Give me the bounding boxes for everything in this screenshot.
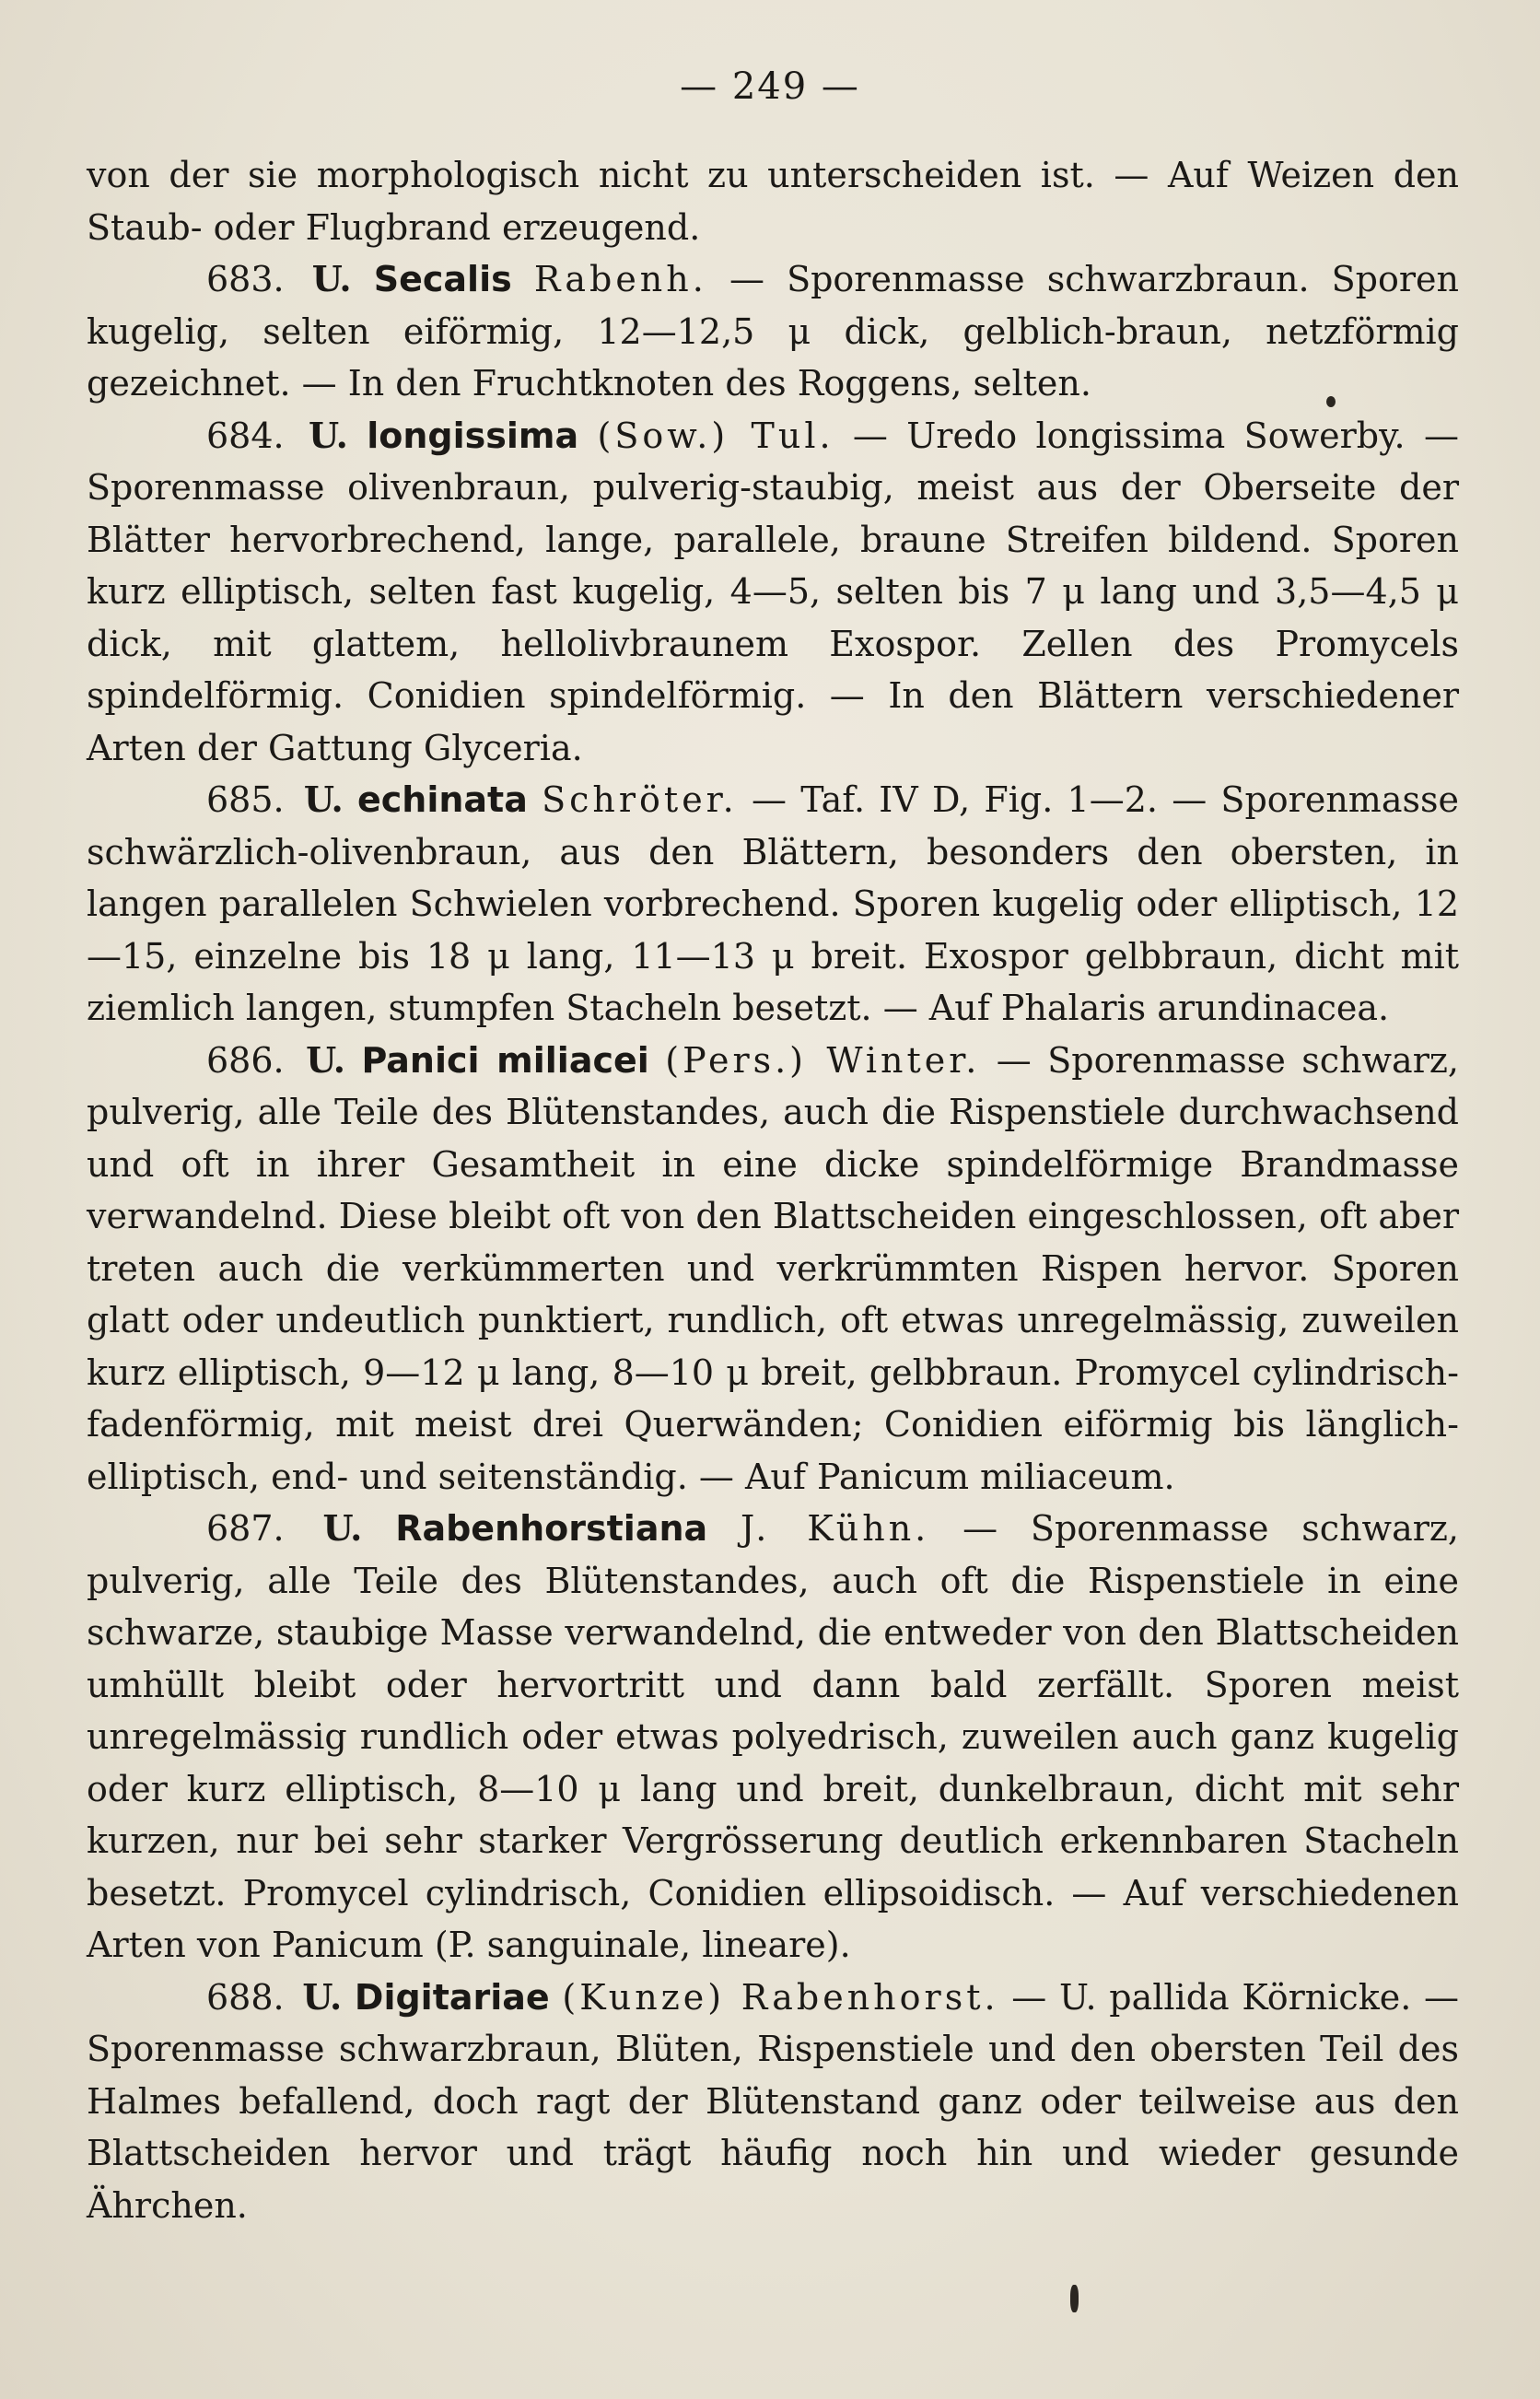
entry-number: 686.	[206, 1039, 285, 1081]
entry-species: Digitariae	[354, 1976, 550, 2018]
species-entry-685	[87, 774, 1459, 1035]
species-entry-684	[87, 410, 1459, 775]
entry-text: — Sporenmasse schwarzbraun. Sporen kugelig, selten eiförmig, 12—12,5 μ dick, gelblich-braun, netzförmig gezeichnet. — In den Fruchtknoten des Roggens, selten.	[87, 259, 1459, 404]
entry-text: — Uredo longissima Sowerby. — Sporenmasse olivenbraun, pulverig-staubig, meist aus der Oberseite der Blätter hervorbrechend, lange, parallele, braune Streifen bildend. Sporen kurz elliptisch, selten fast kugelig, 4—5, selten bis 7 μ lang und 3,5—4,5 μ dick, mit glattem, hellolivbraunem Exospor. Zellen des Promycels spindelförmig. Conidien spindelförmig. — In den Blättern verschiedener Arten der Gattung Glyceria.	[87, 415, 1459, 768]
entry-author: Schröter.	[542, 779, 738, 820]
entry-number: 685.	[206, 779, 285, 820]
entry-author: J. Kühn.	[741, 1508, 930, 1549]
entry-author: (Kunze) Rabenhorst.	[562, 1976, 999, 2018]
entry-species: Panici miliacei	[361, 1039, 649, 1081]
entry-author: (Sow.) Tul.	[597, 415, 834, 456]
entry-species: Secalis	[373, 259, 512, 299]
entry-genus: U.	[308, 414, 348, 456]
entry-genus: U.	[322, 1507, 363, 1549]
entry-text: — Sporenmasse schwarz, pulverig, alle Teile des Blütenstandes, auch die Rispenstiele durchwachsend und oft in ihrer Gesamtheit in eine dicke spindelförmige Brandmasse verwandelnd. Diese bleibt oft von den Blattscheiden eingeschlossen, oft aber treten auch die verkümmerten und verkrümmten Rispen hervor. Sporen glatt oder undeutlich punktiert, rundlich, oft etwas unregelmässig, zuweilen kurz elliptisch, 9—12 μ lang, 8—10 μ breit, gelbbraun. Promycel cylindrisch-fadenförmig, mit meist drei Querwänden; Conidien eiförmig bis länglich-elliptisch, end- und seitenständig. — Auf Panicum miliaceum.	[87, 1039, 1459, 1497]
entry-species: echinata	[356, 779, 528, 820]
entry-text: — U. pallida Körnicke. — Sporenmasse schwarzbraun, Blüten, Rispenstiele und den obersten Teil des Halmes befallend, doch ragt der Blütenstand ganz oder teilweise aus den Blattscheiden hervor und trägt häufig noch hin und wieder gesunde Ährchen.	[87, 1976, 1459, 2226]
entry-number: 683.	[206, 259, 285, 299]
intro-paragraph: von der sie morphologisch nicht zu unterscheiden ist. — Auf Weizen den Staub- oder Flugbrand erzeugend.	[87, 155, 1459, 248]
entry-genus: U.	[311, 258, 352, 299]
entry-author: (Pers.) Winter.	[665, 1039, 981, 1081]
species-entry-687	[87, 1503, 1459, 1972]
species-entry-686	[87, 1035, 1459, 1504]
ink-speck	[1326, 396, 1336, 407]
entry-number: 687.	[206, 1508, 285, 1549]
page-number: — 249 —	[680, 65, 860, 108]
entry-species: Rabenhorstiana	[395, 1508, 708, 1549]
species-entry-688	[87, 1972, 1459, 2232]
entry-text: — Sporenmasse schwarz, pulverig, alle Teile des Blütenstandes, auch oft die Rispenstiele in eine schwarze, staubige Masse verwandelnd, die entweder von den Blattscheiden umhüllt bleibt oder hervortritt und dann bald zerfällt. Sporen meist unregelmässig rundlich oder etwas polyedrisch, zuweilen auch ganz kugelig oder kurz elliptisch, 8—10 μ lang und breit, dunkelbraun, dicht mit sehr kurzen, nur bei sehr starker Vergrösserung deutlich erkennbaren Stacheln besetzt. Promycel cylindrisch, Conidien ellipsoidisch. — Auf verschiedenen Arten von Panicum (P. sanguinale, lineare).	[87, 1508, 1459, 1965]
entry-genus: U.	[303, 778, 344, 820]
entry-number: 684.	[206, 415, 285, 456]
entry-species: longissima	[367, 415, 579, 456]
page-body	[87, 149, 1459, 2231]
ink-speck	[1070, 2285, 1079, 2312]
species-entry-683	[87, 253, 1459, 410]
entry-author: Rabenh.	[533, 259, 707, 299]
entry-text: — Taf. IV D, Fig. 1—2. — Sporenmasse schwärzlich-olivenbraun, aus den Blättern, besonders den obersten, in langen parallelen Schwielen vorbrechend. Sporen kugelig oder elliptisch, 12—15, einzelne bis 18 μ lang, 11—13 μ breit. Exospor gelbbraun, dicht mit ziemlich langen, stumpfen Stacheln besetzt. — Auf Phalaris arundinacea.	[87, 779, 1459, 1028]
entry-genus: U.	[306, 1038, 345, 1081]
entry-number: 688.	[206, 1976, 285, 2018]
entry-genus: U.	[302, 1975, 343, 2018]
